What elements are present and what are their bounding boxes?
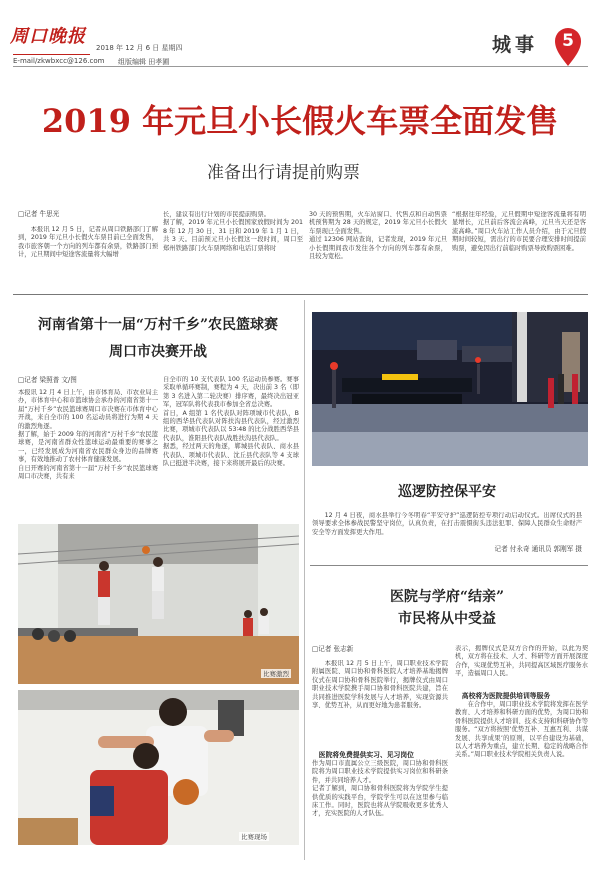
masthead-rule: [13, 54, 90, 55]
basketball-closeup-image: [18, 690, 299, 845]
hospital-subheading-2: 高校将为医院提供培训等服务: [461, 692, 551, 700]
patrol-photo-credit: 记者 付永奇 通讯员 郭刚军 摄: [494, 545, 582, 553]
basketball-column-1: 本报讯 12 月 4 日上午，由市体育局、市农业局主办，市体育中心和市篮球协会承办的河南省第十一届“万村千乡”农民篮球赛周口市决赛在市体育中心开战，来自全市的 100 名运动员将进行为期 4 天的激烈角逐。 据了解，始于 2009 年的河南省“万村千乡”农民篮球赛，是河南省群众性篮球运动最重要的赛事之一，已经发展成为河南省农民群众身边的品牌赛事，有效地推动了农村体育健康发展。 自日开赛的河南省第十一届“万村千乡”农民篮球赛周口市决赛，共有来: [18, 389, 158, 481]
patrol-body: 12 月 4 日夜，商水县举行今冬明春“平安守护”巡逻防控专项行动启动仪式。出席仪式的县领导要求全体参战民警坚守岗位，认真负责，在打击震慑街头违法犯罪、保障人民群众生命财产安全等方面发挥更大作用。: [312, 512, 582, 536]
basketball-photo-2: [18, 690, 299, 845]
lead-column-3: 30 天的预售期，火车站窗口、代售点和自动售票机预售期为 28 天的规定，2019 年元旦小长假火车票现已全面发售。 通过 12306 网站查询，记者发现，2019 年元旦小长假期间我市发往各个方向的列车都有余票，且较为宽松。: [309, 211, 447, 261]
hospital-col1b-text: 作为周口市直属公立三级医院，周口协和骨科医院将为周口职业技术学院提供实习岗位和科研条件，并共同培养人才。 记者了解到，周口协和骨科医院将为学院学生提供优质的实践平台，学院学生可以在这里参与临床工作。同时，医院也将从学院吸收更多优秀人才，充实医院的人才队伍。: [312, 760, 448, 818]
basketball-column-2: 自全市的 10 支代表队 100 名运动员参赛。赛事采取单循环赛制，赛程为 4 天，决出前 3 名（即第 3 名进入第二轮决赛）排序赛，最终决出冠亚军，冠军队将代表我市参加全省总决赛。 首日，A 组第 1 名代表队对阵项城市代表队，B 组的西华县代表队对阵扶沟县代表队，经过激烈比赛，项城市代表队以 53∶48 的比分战胜西华县代表队，淮阳县代表队战胜扶沟县代表队。 据悉，经过两天的角逐，郸城县代表队、商水县代表队、项城市代表队、沈丘县代表队等 4 支球队已挺进半决赛，接下来将展开最后的决赛。: [163, 376, 299, 468]
patrol-headline: 巡逻防控保平安: [398, 484, 496, 500]
hospital-col2-text: 表示，揭牌仪式是双方合作的开始，以此为契机，双方将在技术、人才、科研等方面开展深度合作，实现优势互补，共同提高区域医疗服务水平，造福周口人民。: [455, 645, 588, 678]
hospital-subheading-1: 医院将免费提供实习、见习岗位: [318, 751, 414, 759]
masthead: [0, 0, 600, 64]
newspaper-logo: 周口晚报: [10, 26, 86, 47]
hospital-headline-2: 市民将从中受益: [398, 611, 496, 627]
lead-bottom-rule: [13, 294, 588, 295]
section-title: 城事: [492, 34, 539, 56]
layout-editor: 组版编辑 田孝圃: [118, 58, 170, 66]
basketball-photo-1: [18, 524, 299, 684]
hospital-column-1: [312, 660, 448, 860]
basketball-photo-1-caption: 比赛激烈: [263, 670, 289, 678]
hospital-column-2: [455, 645, 588, 860]
basketball-byline: □记者 梁照普 文/图: [18, 376, 77, 384]
hospital-headline-1: 医院与学府“结亲”: [389, 589, 505, 605]
lead-column-1: 本报讯 12 月 5 日，记者从周口铁路部门了解到，2019 年元旦小长假火车票目前已全面发售，我市旅客朝一个方向的列车都有余票，铁路部门预计，元旦期间中短途客流量将大幅增: [18, 226, 158, 259]
patrol-bottom-rule: [310, 565, 588, 566]
contact-email: E-mail/zkwbxcc@126.com: [13, 57, 105, 65]
lead-column-2: 长，建议有出行计划的市民提前购票。 据了解，2019 年元旦小长假国家放假时间为 2018 年 12 月 30 日、31 日和 2019 年 1 月 1 日，共 3 天。目前预元旦小长假这一段时间，周口至郑州铁路部门火车票网络和电话订票将时: [163, 211, 303, 252]
basketball-photo-2-caption: 比赛现场: [241, 833, 267, 841]
patrol-photo: [312, 312, 588, 466]
column-divider: [304, 300, 305, 860]
hospital-byline: □记者 张志新: [312, 645, 354, 653]
basketball-headline-1: 河南省第十一届“万村千乡”农民篮球赛: [37, 317, 279, 333]
hospital-col1-text: 本报讯 12 月 5 日上午，周口职业技术学院附属医院、周口协和骨科医院人才培养基地揭牌仪式在周口协和骨科医院举行，揭牌仪式由周口职业技术学院携手周口协和骨科医院共建，旨在共同推进医院学科发展与人才培养，实现资源共享、优势互补，从而更好地为患者服务。: [312, 660, 448, 710]
lead-subheadline: 准备出行请提前购票: [207, 163, 360, 183]
lead-byline: □记者 牛思光: [18, 210, 60, 218]
lead-headline: 2019 年元旦小长假火车票全面发售: [41, 102, 559, 140]
masthead-bottom-rule: [13, 66, 588, 67]
patrol-ceremony-image: [312, 312, 588, 466]
hospital-col2b-text: 在合作中，周口职业技术学院将发挥在医学教育、人才培养和科研方面的优势，为周口协和骨科医院提供人才培训、技术支持和科研协作等服务。“双方将按照‘优势互补、互惠互利、共谋发展、共享成果’的原则，以平台建设为基础，以人才培养为重点，建立长期、稳定的战略合作关系。”周口职业技术学院相关负责人说。: [455, 701, 588, 759]
issue-date: 2018 年 12 月 6 日 星期四: [96, 44, 183, 52]
lead-column-4: “根据往年经验，元旦假期中短途客流量将有明显增长，元旦前后客流会高峰，元旦当天还是客流高峰。”周口火车站工作人员介绍，由于元旦假期时间较短，需出行的市民要合理安排时间提前购票，避免因出行前临时购票导致购票困难。: [452, 211, 586, 252]
basketball-headline-2: 周口市决赛开战: [109, 344, 207, 360]
page-number: 5: [562, 31, 574, 51]
basketball-game-image: [18, 524, 299, 684]
